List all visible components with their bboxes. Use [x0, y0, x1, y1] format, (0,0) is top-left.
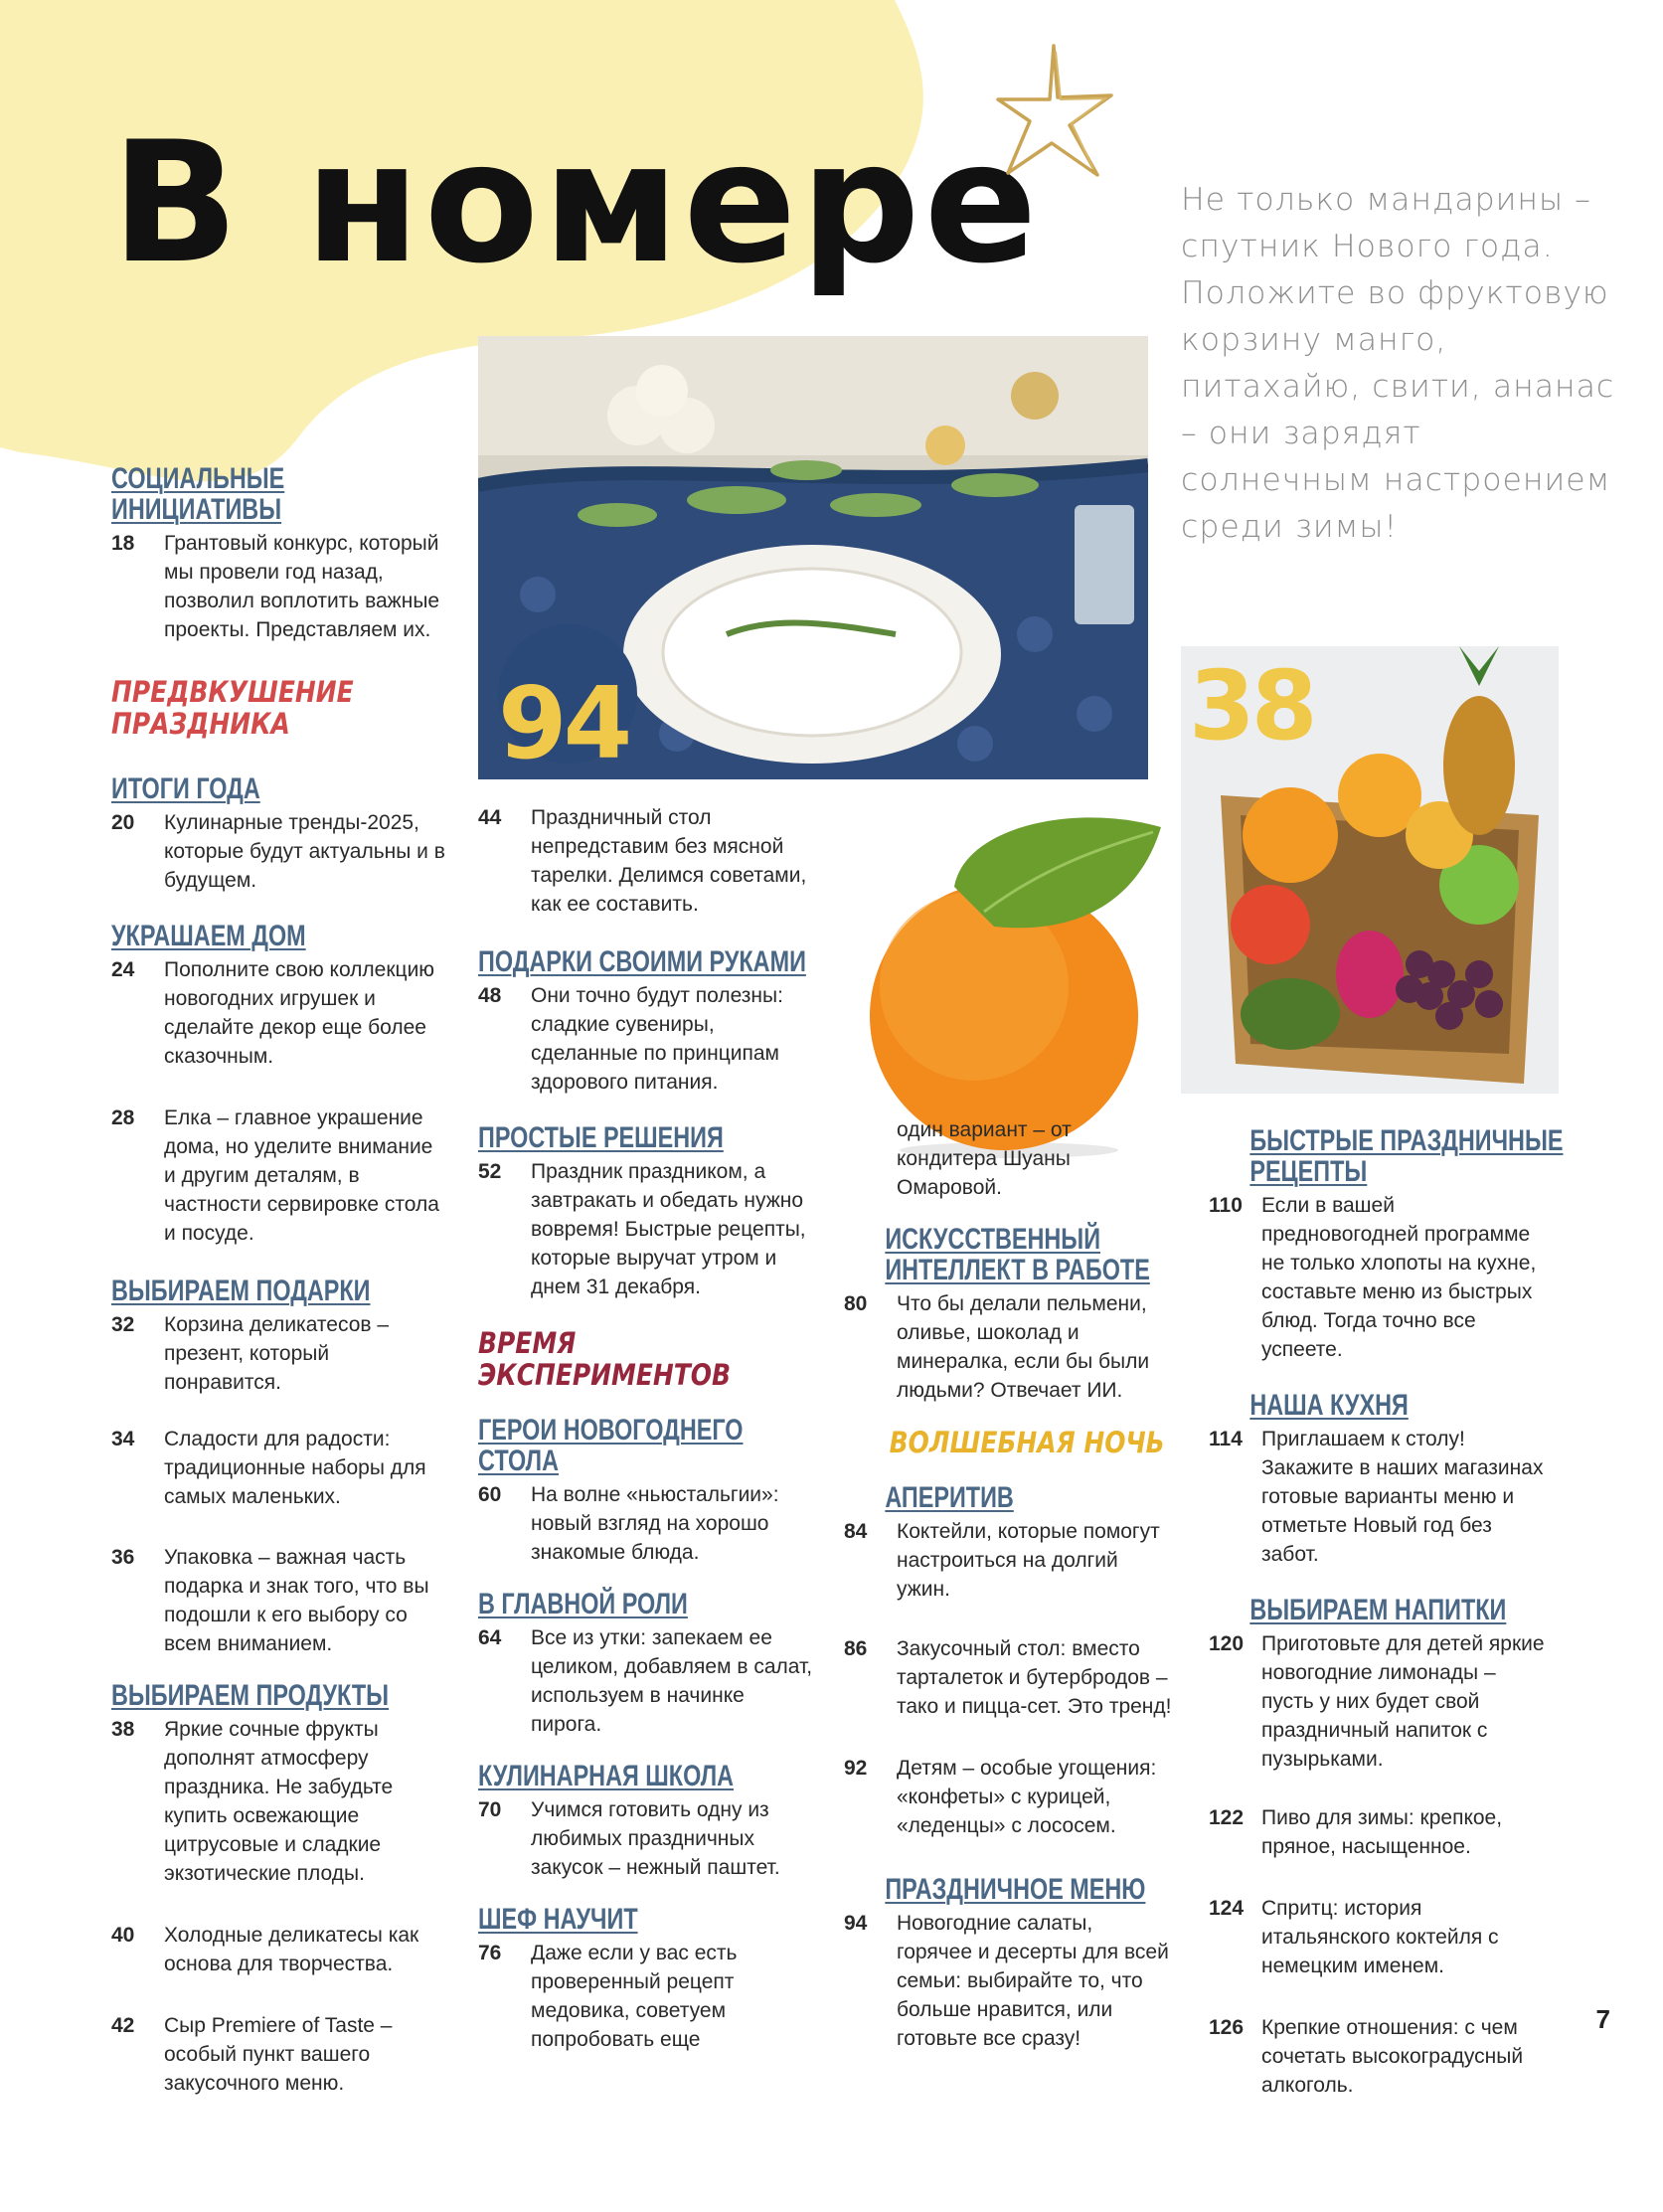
entry-text: Пиво для зимы: крепкое, пряное, насыщенное.: [1261, 1806, 1503, 1858]
toc-entry-122[interactable]: [1209, 1803, 1547, 1861]
toc-entry-64[interactable]: [478, 1623, 816, 1739]
page-number: 76: [478, 1942, 502, 1964]
heading-year: ИТОГИ ГОДА: [111, 772, 260, 805]
heading-aperitif: АПЕРИТИВ: [885, 1481, 1014, 1514]
heading-drinks: ВЫБИРАЕМ НАПИТКИ: [1249, 1594, 1507, 1626]
page-number: 124: [1209, 1897, 1245, 1920]
toc-entry-84[interactable]: [844, 1517, 1172, 1604]
toc-entry-52[interactable]: [478, 1157, 816, 1301]
heading-home: УКРАШАЕМ ДОМ: [111, 920, 306, 952]
toc-entry-114[interactable]: [1209, 1425, 1547, 1569]
page-number: 28: [111, 1106, 135, 1129]
entry-text: Яркие сочные фрукты дополнят атмосферу праздника. Не забудьте купить освежающие цитрусовые и сладкие экзотические плоды.: [164, 1718, 394, 1885]
toc-entry-70[interactable]: [478, 1795, 816, 1882]
toc-entry-60[interactable]: [478, 1480, 816, 1567]
toc-entry-76-continued[interactable]: [844, 1115, 1172, 1202]
toc-entry-34[interactable]: [111, 1425, 449, 1511]
page-number-footer: 7: [1595, 2004, 1610, 2034]
page-number: 114: [1209, 1428, 1243, 1450]
entry-text: Детям – особые угощения: «конфеты» с курицей, «леденцы» с лососем.: [897, 1757, 1157, 1837]
toc-entry-110[interactable]: [1209, 1191, 1547, 1364]
page-number: 80: [844, 1292, 868, 1315]
heading-lead: В ГЛАВНОЙ РОЛИ: [478, 1588, 688, 1620]
page-number: 34: [111, 1428, 135, 1450]
entry-text: Сыр Premiere of Taste – особый пункт вашего закусочного меню.: [164, 2014, 393, 2095]
entry-text: Что бы делали пельмени, оливье, шоколад и минералка, если бы были людьми? Отвечает ИИ.: [897, 1292, 1150, 1402]
photo-number-94: 94: [498, 665, 629, 779]
star-icon: [994, 38, 1123, 182]
orange-image: [845, 807, 1173, 1165]
toc-entry-94[interactable]: [844, 1909, 1172, 2053]
page-number: 20: [111, 811, 135, 834]
heading-diy: ПОДАРКИ СВОИМИ РУКАМИ: [478, 945, 806, 978]
toc-entry-124[interactable]: [1209, 1894, 1547, 1980]
section-experiments: ВРЕМЯ ЭКСПЕРИМЕНТОВ: [478, 1326, 732, 1392]
entry-text: Упаковка – важная часть подарка и знак того, что вы подошли к его выбору со всем вниманием.: [164, 1546, 429, 1655]
page-number: 122: [1209, 1806, 1245, 1829]
heading-social: СОЦИАЛЬНЫЕ ИНИЦИАТИВЫ: [111, 462, 285, 526]
entry-text: Крепкие отношения: с чем сочетать высокоградусный алкоголь.: [1261, 2016, 1524, 2097]
toc-entry-38[interactable]: [111, 1715, 449, 1888]
entry-text: Приготовьте для детей яркие новогодние лимонады – пусть у них будет свой праздничный напиток с пузырьками.: [1261, 1632, 1545, 1771]
toc-entry-92[interactable]: [844, 1754, 1172, 1840]
heading-ai: ИСКУССТВЕННЫЙ ИНТЕЛЛЕКТ В РАБОТЕ: [885, 1223, 1150, 1286]
toc-entry-48[interactable]: [478, 981, 816, 1097]
photo-number-38: 38: [1189, 650, 1314, 762]
column-3: [844, 1115, 1172, 2053]
entry-text: Праздничный стол непредставим без мясной тарелки. Делимся советами, как ее составить.: [531, 806, 807, 916]
entry-text: Праздник праздником, а завтракать и обедать нужно вовремя! Быстрые рецепты, которые выручат утром и днем 31 декабря.: [531, 1160, 806, 1298]
page-number: 120: [1209, 1632, 1245, 1655]
toc-entry-32[interactable]: [111, 1310, 449, 1397]
entry-text: Спритц: история итальянского коктейля с немецким именем.: [1261, 1897, 1499, 1977]
heading-menu: ПРАЗДНИЧНОЕ МЕНЮ: [885, 1873, 1146, 1906]
page-number: 86: [844, 1637, 868, 1660]
page-number: 36: [111, 1546, 135, 1569]
entry-text: Грантовый конкурс, который мы провели год назад, позволил воплотить важные проекты. Представляем их.: [164, 532, 440, 641]
page-number: 48: [478, 984, 502, 1007]
page-number: 84: [844, 1520, 868, 1543]
entry-text: Даже если у вас есть проверенный рецепт медовика, советуем попробовать еще: [531, 1942, 738, 2051]
page-number: 126: [1209, 2016, 1245, 2039]
entry-text: Приглашаем к столу! Закажите в наших магазинах готовые варианты меню и отметьте Новый год без забот.: [1261, 1428, 1544, 1566]
entry-text: Коктейли, которые помогут настроиться на долгий ужин.: [897, 1520, 1160, 1601]
entry-text: Кулинарные тренды-2025, которые будут актуальны и в будущем.: [164, 811, 445, 892]
entry-text: Корзина деликатесов – презент, который понравится.: [164, 1313, 390, 1394]
entry-text: Пополните свою коллекцию новогодних игрушек и сделайте декор еще более сказочным.: [164, 958, 435, 1068]
page-title: В номере: [111, 105, 1042, 300]
heading-chef: ШЕФ НАУЧИТ: [478, 1903, 638, 1936]
entry-text: Сладости для радости: традиционные наборы для самых маленьких.: [164, 1428, 426, 1508]
page-number: 92: [844, 1757, 868, 1780]
entry-text: Они точно будут полезны: сладкие сувениры, сделанные по принципам здорового питания.: [531, 984, 783, 1094]
page-number: 64: [478, 1626, 502, 1649]
toc-entry-28[interactable]: [111, 1104, 449, 1248]
entry-text: Если в вашей предновогодней программе не только хлопоты на кухне, составьте меню из быстрых блюд. Тогда точно все успеете.: [1261, 1194, 1537, 1361]
toc-entry-80[interactable]: [844, 1289, 1172, 1405]
heading-school: КУЛИНАРНАЯ ШКОЛА: [478, 1760, 735, 1792]
column-1: [111, 463, 449, 2098]
heading-quick: БЫСТРЫЕ ПРАЗДНИЧНЫЕ РЕЦЕПТЫ: [1249, 1124, 1564, 1188]
heading-simple: ПРОСТЫЕ РЕШЕНИЯ: [478, 1121, 724, 1154]
table-setting-photo: [478, 336, 1148, 779]
toc-entry-44[interactable]: [478, 803, 816, 919]
section-anticipation: ПРЕДВКУШЕНИЕ ПРАЗДНИКА: [111, 675, 354, 741]
page-number: 18: [111, 532, 135, 555]
page-number: 110: [1209, 1194, 1243, 1217]
entry-text: один вариант – от кондитера Шуаны Омаровой.: [897, 1118, 1072, 1199]
page-number: 24: [111, 958, 135, 981]
heading-heroes: ГЕРОИ НОВОГОДНЕГО СТОЛА: [478, 1414, 744, 1477]
column-2: [478, 803, 816, 2054]
page-number: 60: [478, 1483, 502, 1506]
toc-entry-18[interactable]: [111, 529, 449, 644]
entry-text: На волне «ньюстальгии»: новый взгляд на хорошо знакомые блюда.: [531, 1483, 779, 1564]
entry-text: Елка – главное украшение дома, но уделите внимание и другим деталям, в частности сервировке стола и посуде.: [164, 1106, 439, 1245]
toc-entry-24[interactable]: [111, 955, 449, 1071]
toc-entry-40[interactable]: [111, 1921, 449, 1978]
toc-entry-42[interactable]: [111, 2011, 449, 2098]
page-number: 38: [111, 1718, 135, 1741]
entry-text: Закусочный стол: вместо тарталеток и бутербродов – тако и пицца-сет. Это тренд!: [897, 1637, 1172, 1718]
heading-kitchen: НАША КУХНЯ: [1249, 1389, 1409, 1422]
section-night: ВОЛШЕБНАЯ НОЧЬ: [889, 1426, 1165, 1459]
page-number: 40: [111, 1924, 135, 1947]
toc-entry-120[interactable]: [1209, 1629, 1547, 1774]
page-number: 32: [111, 1313, 135, 1336]
entry-text: Все из утки: запекаем ее целиком, добавляем в салат, используем в начинке пирога.: [531, 1626, 813, 1736]
fruit-basket-photo: [1181, 646, 1559, 1094]
heading-gifts: ВЫБИРАЕМ ПОДАРКИ: [111, 1275, 371, 1307]
page-number: 52: [478, 1160, 502, 1183]
toc-entry-20[interactable]: [111, 808, 449, 895]
toc-entry-36[interactable]: [111, 1543, 449, 1658]
toc-entry-126[interactable]: [1209, 2013, 1547, 2100]
toc-entry-76[interactable]: [478, 1939, 816, 2054]
entry-text: Новогодние салаты, горячее и десерты для всей семьи: выбирайте то, что больше нравится, или готовьте все сразу!: [897, 1912, 1169, 2050]
toc-entry-86[interactable]: [844, 1634, 1172, 1721]
page-number: 44: [478, 806, 502, 829]
page-number: 94: [844, 1912, 868, 1935]
column-4: [1209, 1124, 1564, 2100]
page-number: 70: [478, 1798, 502, 1821]
entry-text: Холодные деликатесы как основа для творчества.: [164, 1924, 419, 1975]
heading-products: ВЫБИРАЕМ ПРОДУКТЫ: [111, 1679, 390, 1712]
entry-text: Учимся готовить одну из любимых праздничных закусок – нежный паштет.: [531, 1798, 780, 1879]
intro-text: Не только мандарины – спутник Нового года. Положите во фруктовую корзину манго, питахайю, свити, ананас – они зарядят солнечным настроением среди зимы!: [1181, 182, 1615, 545]
page-number: 42: [111, 2014, 135, 2037]
